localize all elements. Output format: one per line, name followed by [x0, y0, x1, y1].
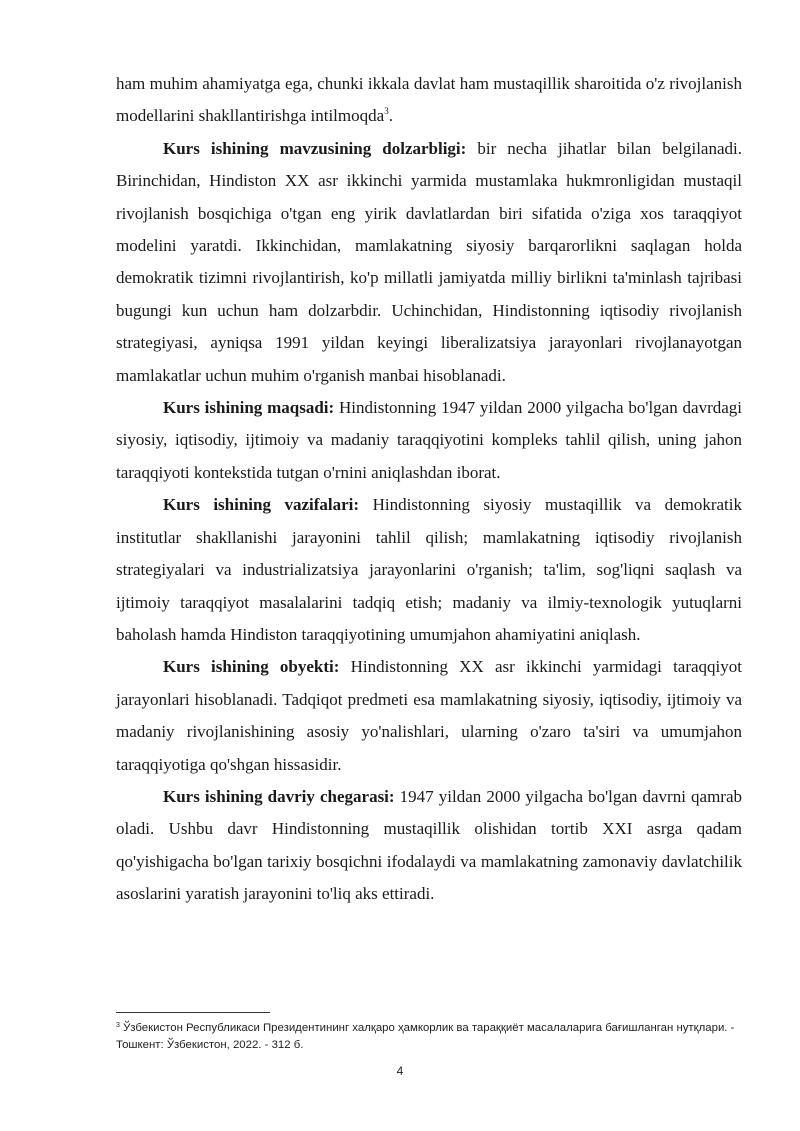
paragraph-lead: Kurs ishining davriy chegarasi:	[163, 786, 395, 806]
footnote-separator	[116, 1012, 270, 1013]
paragraph-tail: .	[388, 106, 393, 126]
paragraph-text: bir necha jihatlar bilan belgilanadi. Birinchidan, Hindiston XX asr ikkinchi yarmida mustamlaka hukmronligidan mustaqil rivojlanish bosqichiga o'tgan eng yirik davlatlardan biri sifatida o'ziga xos taraqqiyot modelini yaratdi. Ikkinchidan, mamlakatning siyosiy barqarorlikni saqlagan holda demokratik tizimni rivojlantirish, ko'p millatli jamiyatda milliy birlikni ta'minlash tajribasi bugungi kun uchun ham dolzarbdir. Uchinchidan, Hindistonning iqtisodiy rivojlanish strategiyasi, ayniqsa 1991 yildan keyingi liberalizatsiya jarayonlari rivojlanayotgan mamlakatlar uchun muhim o'rganish manbai hisoblanadi.	[116, 138, 742, 385]
paragraph-text: Hindistonning 1947 yildan 2000 yilgacha bo'lgan davrdagi siyosiy, iqtisodiy, ijtimoiy va madaniy taraqqiyotini kompleks tahlil qilish, uning jahon taraqqiyoti kontekstida tutgan o'rnini aniqlashdan iborat.	[116, 398, 743, 482]
paragraph-text: 1947 yildan 2000 yilgacha bo'lgan davrni qamrab oladi. Ushbu davr Hindistonning mustaqillik olishidan tortib XXI asrga qadam qo'yishigacha bo'lgan tarixiy bosqichni ifodalaydi va mamlakatning zamonaviy davlatchilik asoslarini yaratish jarayonini to'liq aks ettiradi.	[116, 786, 743, 904]
paragraph-object	[116, 651, 742, 781]
paragraph-text: ham muhim ahamiyatga ega, chunki ikkala davlat ham mustaqillik sharoitida o'z rivojlanish modellarini shakllantirishga intilmoqda	[116, 74, 742, 126]
paragraph-lead: Kurs ishining obyekti:	[163, 657, 340, 677]
footnote-text: Ўзбекистон Республикаси Президентининг халқаро ҳамкорлик ва тараққиёт масалаларига бағишланган нутқлари. - Тошкент: Ўзбекистон, 2022. - 312 б.	[116, 1022, 735, 1051]
paragraph-lead: Kurs ishining vazifalari:	[163, 495, 360, 515]
document-body	[116, 68, 742, 911]
paragraph-goal	[116, 392, 742, 489]
footnote	[116, 1020, 742, 1054]
paragraph-period	[116, 781, 742, 911]
paragraph-continuation	[116, 68, 742, 133]
paragraph-text: Hindistonning XX asr ikkinchi yarmidagi taraqqiyot jarayonlari hisoblanadi. Tadqiqot predmeti esa mamlakatning siyosiy, iqtisodiy, ijtimoiy va madaniy rivojlanishining asosiy yo'nalishlari, ularning o'zaro ta'siri va umumjahon taraqqiyotiga qo'shgan hissasidir.	[116, 657, 742, 774]
paragraph-lead: Kurs ishining maqsadi:	[163, 398, 335, 418]
paragraph-text: Hindistonning siyosiy mustaqillik va demokratik institutlar shakllanishi jarayonini tahlil qilish; mamlakatning iqtisodiy rivojlanish strategiyalari va industrializatsiya jarayonlarini o'rganish; ta'lim, sog'liqni saqlash va ijtimoiy taraqqiyot masalalarini tadqiq etish; madaniy va ilmiy-texnologik yutuqlarni baholash hamda Hindiston taraqqiyotining umumjahon ahamiyatini aniqlash.	[116, 495, 742, 644]
footnote-mark: 3	[116, 1022, 120, 1029]
paragraph-lead: Kurs ishining mavzusining dolzarbligi:	[163, 138, 467, 158]
paragraph-tasks	[116, 489, 742, 651]
page-number: 4	[396, 1064, 404, 1078]
paragraph-relevance	[116, 133, 742, 392]
footnote-reference: 3	[384, 106, 389, 117]
